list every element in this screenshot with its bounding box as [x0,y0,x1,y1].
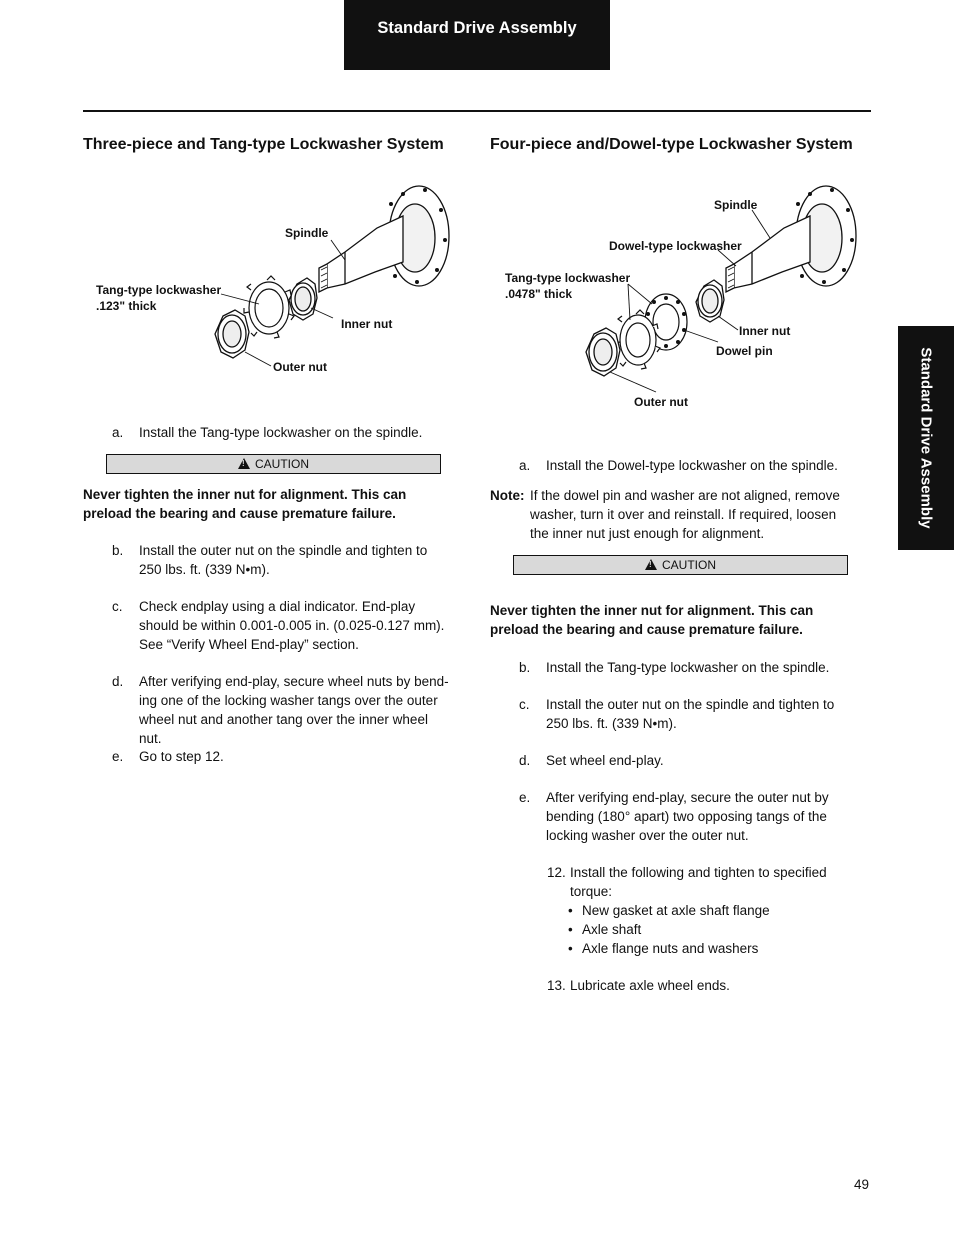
step-letter: d. [112,674,124,689]
step-12-bullet-list [568,901,828,958]
outer-nut-shape [586,328,620,376]
step-text: Install the Tang-type lockwasher on the spindle. [546,660,830,675]
step-letter: d. [519,753,531,768]
step-text: Lubricate axle wheel ends. [570,978,730,993]
step-text: Set wheel end-play. [546,753,664,768]
right-caution-bar [513,555,848,575]
left-section-title: Three-piece and Tang-type Lockwasher System [83,136,444,153]
label-inner-nut: Inner nut [341,317,393,331]
three-piece-assembly-figure [83,180,463,380]
step-number: 13. [547,978,566,993]
step-text: Go to step 12. [139,749,224,764]
three-piece-assembly-illustration [83,180,463,380]
step-letter: e. [519,790,531,805]
step-letter: b. [519,660,531,675]
header-title: Standard Drive Assembly [377,19,577,37]
label-spindle: Spindle [714,198,758,212]
page-number: 49 [854,1177,870,1192]
inner-nut-shape [696,280,724,322]
label-outer-nut: Outer nut [634,395,688,409]
side-tab-label: Standard Drive Assembly [917,347,935,529]
spindle-shape [319,186,449,292]
step-text: Install the Tang-type lockwasher on the spindle. [139,425,423,440]
label-spindle: Spindle [285,226,329,240]
four-piece-assembly-illustration [490,180,860,420]
step-text: Install the Dowel-type lockwasher on the spindle. [546,458,838,473]
note-text: If the dowel pin and washer are not aligned, remove washer, turn it over and reinstall. If required, loosen the inner nut just enough for alignment. [530,488,840,541]
list-item: • New gasket at axle shaft flange [568,901,828,920]
label-tang-thickness: .123" thick [96,299,157,313]
step-number: 12. [547,865,566,880]
label-tang-lockwasher: Tang-type lockwasher [96,283,222,297]
outer-nut-shape [215,310,249,358]
label-inner-nut: Inner nut [739,324,791,338]
inner-nut-shape [289,278,317,320]
header-tab [344,0,610,70]
list-item: • Axle shaft [568,920,828,939]
label-outer-nut: Outer nut [273,360,327,374]
right-caution-warning: Never tighten the inner nut for alignment. This can preload the bearing and cause premature failure. [490,603,814,637]
warning-triangle-icon [238,458,250,469]
left-caution-warning: Never tighten the inner nut for alignment. This can preload the bearing and cause premature failure. [83,487,407,521]
label-tang-thickness: .0478" thick [505,287,573,301]
side-tab [898,326,954,550]
caution-label: CAUTION [255,457,309,471]
step-letter: c. [112,599,123,614]
step-text: Install the outer nut on the spindle and tighten to 250 lbs. ft. (339 N•m). [546,697,835,731]
step-letter: b. [112,543,124,558]
step-letter: a. [112,425,124,440]
step-text: Install the following and tighten to specified torque: [570,865,827,899]
step-text: After verifying end-play, secure wheel nuts by bend-ing one of the locking washer tangs over the outer wheel nut and another tang over the inner wheel nut. [139,674,449,746]
label-tang-lockwasher: Tang-type lockwasher [505,271,631,285]
step-letter: e. [112,749,124,764]
step-letter: c. [519,697,530,712]
caution-label: CAUTION [662,558,716,572]
note-label: Note: [490,488,525,503]
step-text: After verifying end-play, secure the outer nut by bending (180° apart) two opposing tangs of the locking washer over the outer nut. [546,790,829,843]
label-dowel-lockwasher: Dowel-type lockwasher [609,239,742,253]
header-rule [83,110,871,112]
step-text: Install the outer nut on the spindle and tighten to 250 lbs. ft. (339 N•m). [139,543,428,577]
left-caution-bar [106,454,441,474]
step-text: Check endplay using a dial indicator. End-play should be within 0.001-0.005 in. (0.025-0.127 mm). See “Verify Wheel End-play” section. [139,599,445,652]
list-item: • Axle flange nuts and washers [568,939,828,958]
tang-lockwasher-shape [244,276,294,338]
step-letter: a. [519,458,531,473]
right-section-title: Four-piece and/Dowel-type Lockwasher System [490,136,853,153]
label-dowel-pin: Dowel pin [716,344,773,358]
warning-triangle-icon [645,559,657,570]
four-piece-assembly-figure [490,180,860,420]
